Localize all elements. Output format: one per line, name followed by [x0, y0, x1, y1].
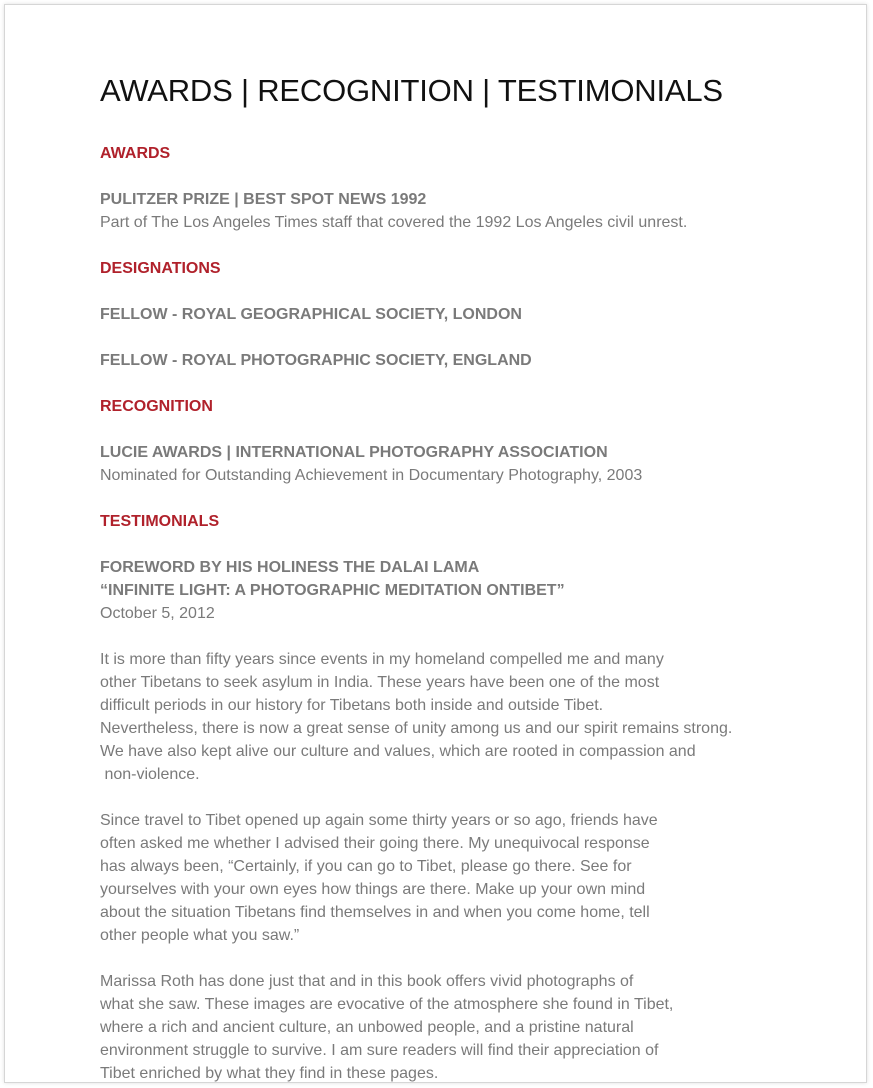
paragraph-line: environment struggle to survive. I am sure readers will find their appreciation of	[100, 1042, 659, 1059]
designation-item: FELLOW - ROYAL PHOTOGRAPHIC SOCIETY, ENGLAND	[100, 352, 532, 369]
award-description: Part of The Los Angeles Times staff that covered the 1992 Los Angeles civil unrest.	[100, 214, 688, 231]
recognition-title: LUCIE AWARDS | INTERNATIONAL PHOTOGRAPHY ASSOCIATION	[100, 444, 608, 461]
paragraph-line: other people what you saw.”	[100, 927, 300, 944]
paragraph-line: yourselves with your own eyes how things are there. Make up your own mind	[100, 881, 646, 898]
section-heading-recognition: RECOGNITION	[100, 398, 213, 415]
section-heading-designations: DESIGNATIONS	[100, 260, 221, 277]
testimonial-paragraph	[100, 648, 780, 786]
book-title: “INFINITE LIGHT: A PHOTOGRAPHIC MEDITATION ONTIBET”	[100, 582, 565, 599]
paragraph-line: about the situation Tibetans find themselves in and when you come home, tell	[100, 904, 650, 921]
paragraph-line: where a rich and ancient culture, an unbowed people, and a pristine natural	[100, 1019, 634, 1036]
testimonial-paragraph	[100, 809, 780, 947]
paragraph-line: It is more than fifty years since events in my homeland compelled me and many	[100, 651, 664, 668]
designation-item: FELLOW - ROYAL GEOGRAPHICAL SOCIETY, LONDON	[100, 306, 522, 323]
paragraph-line: non-violence.	[100, 766, 200, 783]
page-content	[100, 71, 780, 1085]
award-title: PULITZER PRIZE | BEST SPOT NEWS 1992	[100, 191, 427, 208]
foreword-title: FOREWORD BY HIS HOLINESS THE DALAI LAMA	[100, 559, 480, 576]
paragraph-line: Marissa Roth has done just that and in this book offers vivid photographs of	[100, 973, 634, 990]
recognition-description: Nominated for Outstanding Achievement in Documentary Photography, 2003	[100, 467, 643, 484]
paragraph-line: often asked me whether I advised their going there. My unequivocal response	[100, 835, 650, 852]
paragraph-line: other Tibetans to seek asylum in India. These years have been one of the most	[100, 674, 660, 691]
paragraph-line: Tibet enriched by what they find in these pages.	[100, 1065, 439, 1082]
paragraph-line: difficult periods in our history for Tibetans both inside and outside Tibet.	[100, 697, 604, 714]
page-title: AWARDS | RECOGNITION | TESTIMONIALS	[100, 73, 723, 108]
section-heading-awards: AWARDS	[100, 145, 171, 162]
section-heading-testimonials: TESTIMONIALS	[100, 513, 220, 530]
paragraph-line: has always been, “Certainly, if you can go to Tibet, please go there. See for	[100, 858, 632, 875]
paragraph-line: Since travel to Tibet opened up again some thirty years or so ago, friends have	[100, 812, 658, 829]
testimonial-paragraph	[100, 970, 780, 1085]
paragraph-line: what she saw. These images are evocative of the atmosphere she found in Tibet,	[100, 996, 674, 1013]
paragraph-line: We have also kept alive our culture and values, which are rooted in compassion and	[100, 743, 696, 760]
foreword-date: October 5, 2012	[100, 605, 215, 622]
paragraph-line: Nevertheless, there is now a great sense of unity among us and our spirit remains strong.	[100, 720, 733, 737]
